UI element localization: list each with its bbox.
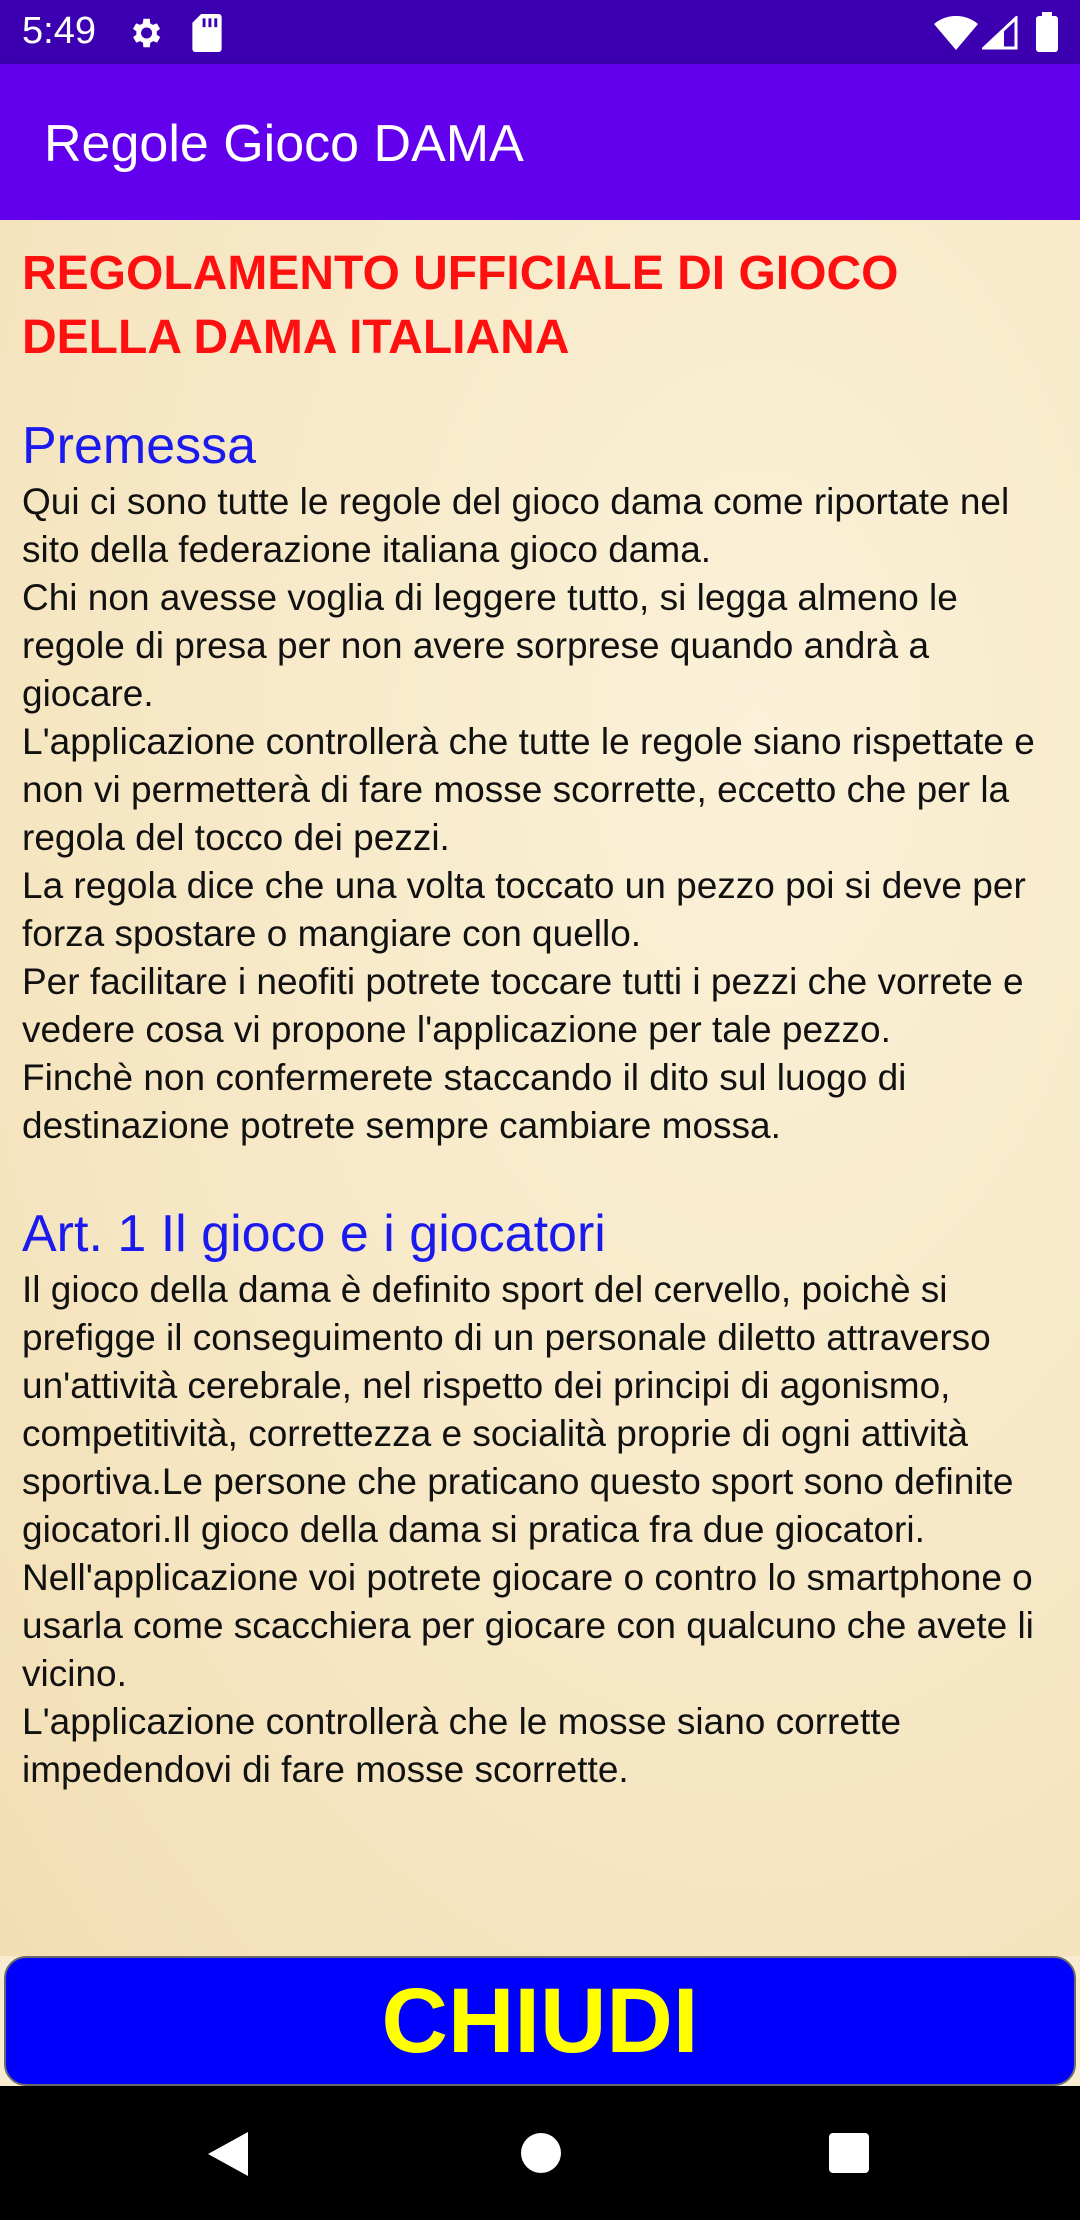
recents-icon[interactable] (829, 2133, 869, 2173)
close-button[interactable]: CHIUDI (4, 1956, 1076, 2086)
paragraph: Finchè non confermerete staccando il dito sul luogo di destinazione potrete sempre cambiare mossa. (22, 1057, 907, 1146)
paragraph: La regola dice che una volta toccato un pezzo poi si deve per forza spostare o mangiare con quello. (22, 865, 1026, 954)
document-title-line2: DELLA DAMA ITALIANA (22, 311, 570, 364)
paragraph: Nell'applicazione voi potrete giocare o contro lo smartphone o usarla come scacchiera per giocare con qualcuno che avete li vicino. (22, 1557, 1034, 1694)
wifi-icon (934, 16, 978, 50)
rules-text (22, 242, 1062, 1794)
status-bar (0, 0, 1080, 64)
section-heading: Art. 1 Il gioco e i giocatori (22, 1205, 606, 1263)
status-time: 5:49 (22, 10, 96, 52)
rules-scroll-view[interactable] (0, 220, 1080, 1956)
paragraph: Per facilitare i neofiti potrete toccare tutti i pezzi che vorrete e vedere cosa vi propone l'applicazione per tale pezzo. (22, 961, 1024, 1050)
document-title (22, 242, 1062, 370)
home-icon[interactable] (520, 2132, 562, 2174)
app-title: Regole Gioco DAMA (44, 115, 524, 173)
document-title-line1: REGOLAMENTO UFFICIALE DI GIOCO (22, 247, 899, 300)
back-icon[interactable] (206, 2130, 250, 2178)
signal-icon (982, 16, 1018, 50)
battery-icon (1036, 12, 1058, 52)
paragraph: Il gioco della dama è definito sport del cervello, poichè si prefigge il conseguimento di un personale diletto attraverso un'attività cerebrale, nel rispetto dei principi di agonismo, competitività, correttezza e socialità proprie di ogni attività sportiva.Le persone che praticano questo sport sono definite giocatori.Il gioco della dama si pratica fra due giocatori. (22, 1269, 1014, 1550)
paragraph: L'applicazione controllerà che le mosse siano corrette impedendovi di fare mosse scorrette. (22, 1701, 902, 1790)
settings-icon (126, 14, 164, 52)
app-bar (0, 64, 1080, 220)
navigation-bar (0, 2086, 1080, 2220)
paragraph: Chi non avesse voglia di leggere tutto, si legga almeno le regole di presa per non avere sorprese quando andrà a giocare. (22, 577, 958, 714)
paragraph: Qui ci sono tutte le regole del gioco dama come riportate nel sito della federazione italiana gioco dama. (22, 481, 1010, 570)
section-heading: Premessa (22, 417, 257, 475)
sd-card-icon (192, 14, 222, 52)
paragraph: L'applicazione controllerà che tutte le regole siano rispettate e non vi permetterà di fare mosse scorrette, eccetto che per la regola del tocco dei pezzi. (22, 721, 1035, 858)
